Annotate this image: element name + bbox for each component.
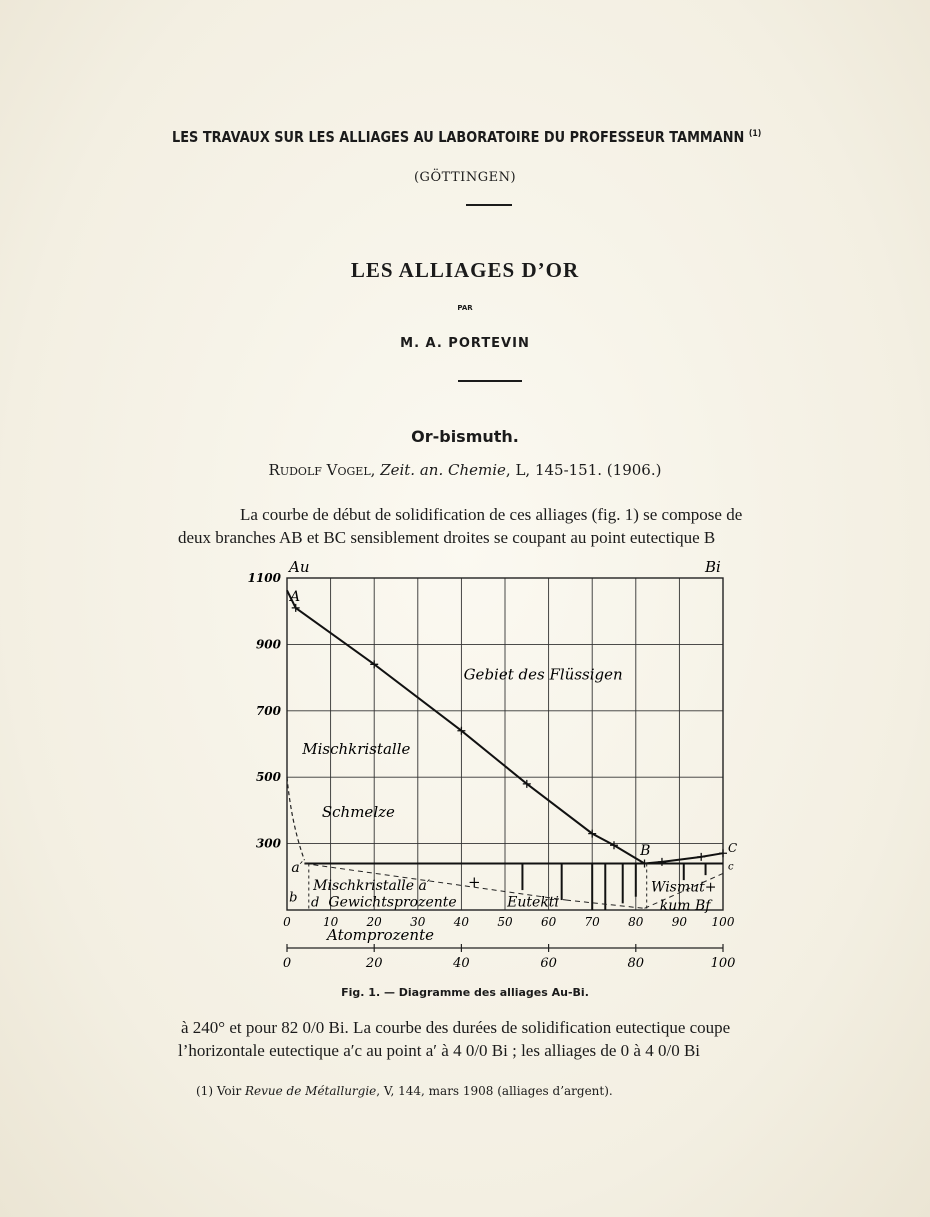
reference-line bbox=[0, 461, 930, 479]
section-title: Or-bismuth. bbox=[411, 427, 519, 446]
paragraph-line: deux branches AB et BC sensiblement droites se coupant au point eutectique B bbox=[178, 528, 716, 547]
x-tick-label-weight: 20 bbox=[366, 915, 382, 929]
data-point-mark bbox=[697, 853, 705, 861]
paragraph-line: à 240° et pour 82 0/0 Bi. La courbe des durées de solidification eutectique coupe bbox=[181, 1018, 731, 1037]
reference-journal: Zeit. an. Chemie bbox=[380, 461, 506, 479]
x-tick-label-weight: 90 bbox=[671, 915, 688, 929]
x-tick-label-weight: 10 bbox=[322, 915, 339, 929]
corner-label-au: Au bbox=[289, 558, 310, 576]
reference-details: , L, 145-151. (1906.) bbox=[505, 461, 662, 479]
point-label: B bbox=[640, 843, 651, 860]
region-label: Eutekti bbox=[507, 894, 559, 911]
x-tick-label-weight: 100 bbox=[711, 915, 735, 929]
author-name: M. A. PORTEVIN bbox=[400, 336, 530, 351]
paragraph-line: La courbe de début de solidification de ces alliages (fig. 1) se compose de bbox=[240, 505, 743, 524]
x-tick-label-atom: 100 bbox=[710, 956, 736, 971]
x-tick-label-weight: 0 bbox=[283, 915, 291, 929]
x-tick-label-atom: 80 bbox=[627, 956, 645, 971]
article-title: LES ALLIAGES D’OR bbox=[350, 258, 580, 282]
reference-author: Rudolf Vogel, bbox=[268, 461, 376, 479]
x-tick-label-atom: 0 bbox=[282, 956, 292, 971]
region-label: Mischkristalle bbox=[302, 739, 411, 758]
x-tick-label-weight: 40 bbox=[453, 915, 470, 929]
point-label: C bbox=[728, 840, 738, 855]
data-point-mark bbox=[658, 858, 666, 866]
y-tick-label: 500 bbox=[255, 770, 281, 785]
y-tick-label: 700 bbox=[255, 703, 281, 718]
atom-axis-title: Atomprozente bbox=[327, 926, 434, 944]
running-title-footnote-mark: (1) bbox=[748, 129, 762, 139]
point-label: c bbox=[728, 861, 734, 873]
y-tick-label: 900 bbox=[255, 637, 281, 652]
x-tick-label-atom: 40 bbox=[453, 956, 470, 971]
by-label: PAR bbox=[457, 304, 473, 312]
region-label: Schmelze bbox=[321, 803, 395, 822]
paragraph-line: l’horizontale eutectique a′c au point a′ à 4 0/0 Bi ; les alliages de 0 à 4 0/0 Bi bbox=[178, 1041, 701, 1060]
footnote bbox=[196, 1084, 613, 1098]
region-label: Wismut+ bbox=[651, 879, 717, 896]
author-rule bbox=[458, 380, 522, 382]
figure-caption: Fig. 1. — Diagramme des alliages Au-Bi. bbox=[341, 986, 589, 999]
x-tick-label-atom: 20 bbox=[365, 956, 383, 971]
region-plus-mark: + bbox=[467, 872, 481, 891]
phase-diagram bbox=[236, 554, 736, 984]
point-label: a′ bbox=[291, 859, 303, 876]
footnote-journal: Revue de Métallurgie bbox=[245, 1084, 377, 1098]
data-point-mark bbox=[719, 849, 727, 857]
footnote-rest: , V, 144, mars 1908 (alliages d’argent). bbox=[376, 1084, 613, 1098]
title-rule bbox=[466, 204, 512, 206]
x-tick-label-weight: 80 bbox=[628, 915, 644, 929]
region-label: Mischkristalle a′ bbox=[313, 878, 431, 895]
point-label: b bbox=[289, 890, 298, 906]
point-label: A bbox=[290, 589, 301, 606]
corner-label-bi: Bi bbox=[705, 558, 721, 576]
solidus-dashed-line bbox=[287, 777, 304, 860]
x-tick-label-atom: 60 bbox=[540, 956, 557, 971]
region-label: kum Bf bbox=[659, 898, 711, 914]
y-tick-label: 300 bbox=[255, 836, 281, 851]
x-tick-label-weight: 50 bbox=[497, 915, 513, 929]
x-tick-label-weight: 60 bbox=[540, 915, 557, 929]
point-label: d bbox=[310, 895, 320, 911]
region-label: Gewichtsprozente bbox=[328, 894, 457, 911]
footnote-prefix: (1) Voir bbox=[196, 1084, 245, 1098]
running-subtitle: (GÖTTINGEN) bbox=[413, 170, 517, 185]
x-tick-label-weight: 70 bbox=[584, 915, 600, 929]
x-tick-label-weight: 30 bbox=[410, 915, 426, 929]
y-tick-label: 1100 bbox=[247, 571, 281, 585]
running-title: LES TRAVAUX SUR LES ALLIAGES AU LABORATOIRE DU PROFESSEUR TAMMANN $^{(1)}$ bbox=[172, 128, 762, 146]
region-label: Gebiet des Flüssigen bbox=[463, 665, 623, 684]
